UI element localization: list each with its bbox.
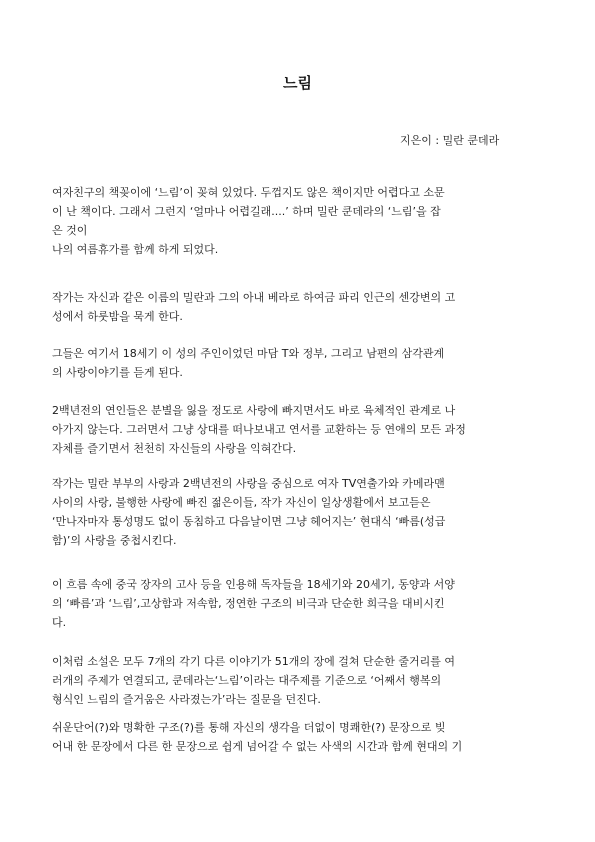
paragraph-line: 의 ‘빠름’과 ‘느림’,고상함과 저속함, 정연한 구조의 비극과 단순한 희극을 대비시킨 xyxy=(52,597,445,610)
body-paragraph xyxy=(52,718,552,756)
body-paragraph xyxy=(52,474,552,550)
paragraph-line: 성에서 하룻밤을 묵게 한다. xyxy=(52,310,183,323)
paragraph-line: 여자친구의 책꽂이에 ‘느림’이 꽂혀 있었다. 두껍지도 않은 책이지만 어렵다고 소문 xyxy=(52,186,445,199)
paragraph-line: 2백년전의 연인들은 분별을 잃을 정도로 사랑에 빠지면서도 바로 육체적인 관계로 나 xyxy=(52,404,456,417)
body-paragraph xyxy=(52,344,552,382)
paragraph-line: 사이의 사랑, 불행한 사랑에 빠진 젊은이들, 작가 자신이 일상생활에서 보고듣은 xyxy=(52,496,431,509)
paragraph-line: 작가는 밀란 부부의 사랑과 2백년전의 사랑을 중심으로 여자 TV연출가와 카메라맨 xyxy=(52,477,445,490)
paragraph-line: 이 난 책이다. 그래서 그런지 ‘얼마나 어렵길래....’ 하며 밀란 쿤데라의 ‘느림’을 잡 xyxy=(52,205,441,218)
paragraph-line: 나의 여름휴가를 함께 하게 되었다. xyxy=(52,243,219,256)
author-line: 지은이 : 밀란 쿤데라 xyxy=(400,134,500,147)
paragraph-line: 러개의 주제가 연결되고, 쿤데라는‘느림’이라는 대주제를 기준으로 ‘어째서 행복의 xyxy=(52,674,442,687)
paragraph-line: 그들은 여기서 18세기 이 성의 주인이었던 마담 T와 정부, 그리고 남편의 삼각관계 xyxy=(52,347,445,360)
body-paragraph xyxy=(52,288,552,326)
body-paragraph xyxy=(52,652,552,709)
paragraph-line: 형식인 느림의 즐거움은 사라졌는가’라는 질문을 던진다. xyxy=(52,693,321,706)
document-title: 느림 xyxy=(283,74,312,92)
paragraph-line: 자체를 즐기면서 천천히 자신들의 사랑을 익혀간다. xyxy=(52,442,297,455)
paragraph-line: 의 사랑이야기를 듣게 된다. xyxy=(52,366,183,379)
paragraph-line: 은 것이 xyxy=(52,224,88,237)
paragraph-line: 다. xyxy=(52,616,67,629)
paragraph-line: 작가는 자신과 같은 이름의 밀란과 그의 아내 베라로 하여금 파리 인근의 센강변의 고 xyxy=(52,291,456,304)
paragraph-line: 함)’의 사랑을 중첩시킨다. xyxy=(52,534,177,547)
body-paragraph xyxy=(52,575,552,632)
body-paragraph xyxy=(52,401,552,458)
paragraph-line: 이처럼 소설은 모두 7개의 각기 다른 이야기가 51개의 장에 걸쳐 단순한 줄거리를 여 xyxy=(52,655,455,668)
paragraph-line: 아가지 않는다. 그러면서 그냥 상대를 떠나보내고 연서를 교환하는 등 연애의 모든 과정 xyxy=(52,423,466,436)
body-paragraph xyxy=(52,183,552,259)
paragraph-line: 쉬운단어(?)와 명확한 구조(?)를 통해 자신의 생각을 더없이 명쾌한(?) 문장으로 빚 xyxy=(52,721,446,734)
paragraph-line: ‘만나자마자 통성명도 없이 동침하고 다음날이면 그냥 헤어지는’ 현대식 ‘빠름(성급 xyxy=(52,515,446,528)
paragraph-line: 어내 한 문장에서 다른 한 문장으로 쉽게 넘어갈 수 없는 사색의 시간과 함께 현대의 기 xyxy=(52,740,463,753)
paragraph-line: 이 흐름 속에 중국 장자의 고사 등을 인용해 독자들을 18세기와 20세기, 동양과 서양 xyxy=(52,578,455,591)
